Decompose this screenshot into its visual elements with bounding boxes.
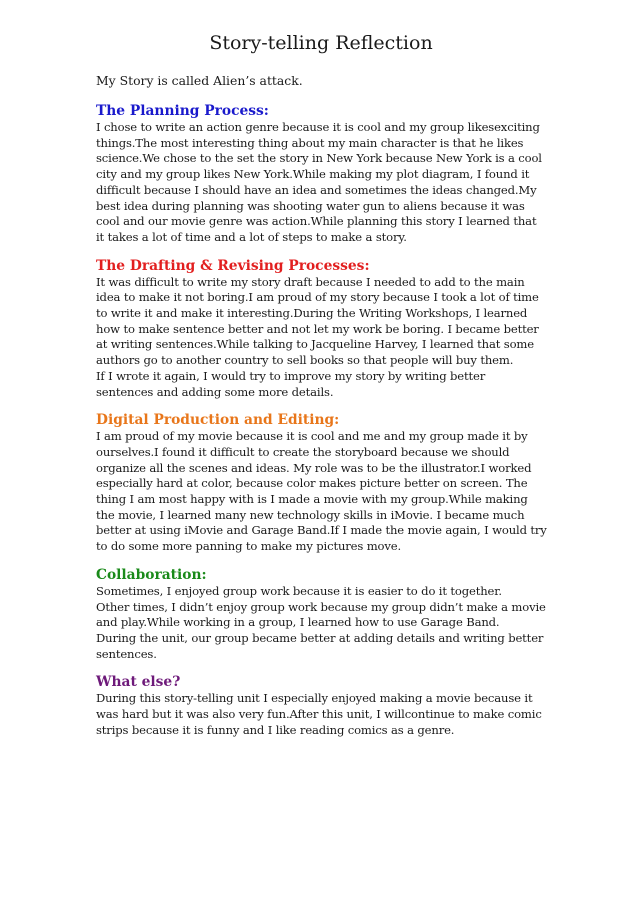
text-line: During this story-telling unit I especially enjoyed making a movie because it <box>96 691 533 706</box>
text-line: authors go to another country to sell books so that people will buy them. <box>96 353 514 368</box>
heading-digital-production: Digital Production and Editing: <box>96 412 340 429</box>
section-what-else <box>96 673 546 738</box>
text-line: During the unit, our group became better at adding details and writing better <box>96 630 544 645</box>
text-line: best idea during planning was shooting water gun to aliens because it was <box>96 198 525 213</box>
text-line: to do some more panning to make my pictures move. <box>96 539 402 554</box>
text-line: If I wrote it again, I would try to improve my story by writing better <box>96 368 486 383</box>
text-line: It was difficult to write my story draft because I needed to add to the main <box>96 274 525 289</box>
text-line: Sometimes, I enjoyed group work because it is easier to do it together. <box>96 583 502 598</box>
text-line: idea to make it not boring.I am proud of my story because I took a lot of time <box>96 290 539 305</box>
heading-collaboration: Collaboration: <box>96 566 207 583</box>
text-line: how to make sentence better and not let my work be boring. I became better <box>96 321 539 336</box>
text-line: Other times, I didn’t enjoy group work because my group didn’t make a movie <box>96 599 546 614</box>
text-line: strips because it is funny and I like reading comics as a genre. <box>96 722 455 737</box>
paragraph-collaboration <box>96 584 546 663</box>
heading-what-else: What else? <box>96 674 181 691</box>
text-line: city and my group likes New York.While making my plot diagram, I found it <box>96 167 530 182</box>
text-line: I chose to write an action genre because it is cool and my group likesexciting <box>96 120 540 134</box>
text-line: the movie, I learned many new technology skills in iMovie. I became much <box>96 507 525 522</box>
section-drafting <box>96 257 546 401</box>
heading-drafting: The Drafting & Revising Processes: <box>96 257 370 274</box>
text-line: difficult because I should have an idea and sometimes the ideas changed.My <box>96 182 537 197</box>
section-collaboration <box>96 566 546 663</box>
paragraph-what-else <box>96 691 546 738</box>
paragraph-drafting <box>96 275 546 401</box>
paragraph-planning <box>96 120 546 246</box>
text-line: to write it and make it interesting.During the Writing Workshops, I learned <box>96 306 528 321</box>
page-title: Story-telling Reflection <box>209 32 433 54</box>
text-line: cool and our movie genre was action.While planning this story I learned that <box>96 214 537 229</box>
text-line: and play.While working in a group, I learned how to use Garage Band. <box>96 615 500 630</box>
text-line: it takes a lot of time and a lot of steps to make a story. <box>96 229 407 244</box>
text-line: better at using iMovie and Garage Band.If I made the movie again, I would try <box>96 523 547 538</box>
text-line: sentences and adding some more details. <box>96 384 334 399</box>
text-line: I am proud of my movie because it is cool and me and my group made it by <box>96 429 528 444</box>
text-line: at writing sentences.While talking to Jacqueline Harvey, I learned that some <box>96 337 534 352</box>
text-line: things.The most interesting thing about my main character is that he likes <box>96 135 524 150</box>
section-digital-production <box>96 411 546 555</box>
text-line: science.We chose to the set the story in New York because New York is a cool <box>96 151 542 166</box>
text-line: especially hard at color, because color makes picture better on screen. The <box>96 476 528 491</box>
section-planning <box>96 102 546 246</box>
paragraph-digital-production <box>96 429 546 555</box>
story-intro: My Story is called Alien’s attack. <box>96 73 303 88</box>
text-line: sentences. <box>96 646 157 661</box>
text-line: ourselves.I found it difficult to create the storyboard because we should <box>96 444 510 459</box>
text-line: organize all the scenes and ideas. My role was to be the illustrator.I worked <box>96 460 532 475</box>
text-line: was hard but it was also very fun.After this unit, I willcontinue to make comic <box>96 707 542 722</box>
heading-planning: The Planning Process: <box>96 103 269 119</box>
text-line: thing I am most happy with is I made a movie with my group.While making <box>96 492 528 507</box>
